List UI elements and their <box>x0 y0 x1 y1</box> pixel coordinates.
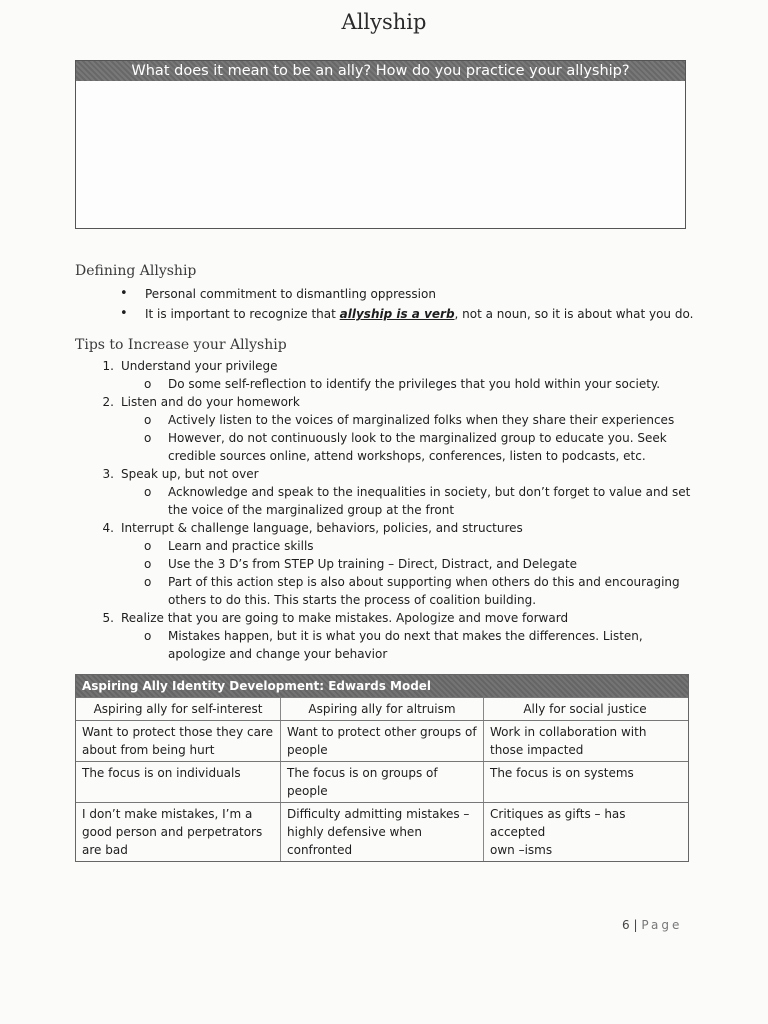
cell-line: those impacted <box>490 743 584 757</box>
tip-subitem-text: Actively listen to the voices of marginalized folks when they share their experiences <box>168 413 675 427</box>
table-row <box>76 761 688 802</box>
tip-subitem-text: credible sources online, attend workshops, conferences, listen to podcasts, etc. <box>168 449 646 463</box>
cell-line: I don’t make mistakes, I’m a <box>82 807 253 821</box>
cell-line: are bad <box>82 843 128 857</box>
sub-bullet-marker: o <box>144 575 152 589</box>
table-header-row <box>76 697 688 720</box>
sub-bullet-marker: o <box>144 377 152 391</box>
tip-subitem-text: Mistakes happen, but it is what you do next that makes the differences. Listen, <box>168 629 643 643</box>
sub-bullet-marker: o <box>144 413 152 427</box>
tip-subitem-text: Acknowledge and speak to the inequalities in society, but don’t forget to value and set <box>168 485 691 499</box>
cell-line: people <box>287 743 328 757</box>
tip-subitem-text: Use the 3 D’s from STEP Up training – Direct, Distract, and Delegate <box>168 557 578 571</box>
table-cell <box>76 721 281 761</box>
reflection-question-heading: What does it mean to be an ally? How do you practice your allyship? <box>76 61 685 81</box>
table-cell <box>281 721 484 761</box>
sub-bullet-marker: o <box>144 539 152 553</box>
table-cell <box>484 721 686 761</box>
cell-line: The focus is on systems <box>490 766 634 780</box>
tip-number: 4. <box>102 521 114 535</box>
cell-line: about from being hurt <box>82 743 215 757</box>
tip-subitem-text: others to do this. This starts the process of coalition building. <box>168 593 537 607</box>
table-cell <box>484 762 686 802</box>
sub-bullet-marker: o <box>144 629 152 643</box>
tip-subitem-text: Part of this action step is also about supporting when others do this and encouraging <box>168 575 680 589</box>
list-item: • Personal commitment to dismantling oppression <box>120 284 693 304</box>
tips-heading: Tips to Increase your Allyship <box>75 337 287 353</box>
emphasis-text: allyship is a verb <box>339 307 455 321</box>
table-cell <box>281 762 484 802</box>
cell-line: own –isms <box>490 843 553 857</box>
table-title: Aspiring Ally Identity Development: Edwards Model <box>76 675 688 697</box>
table-cell <box>484 803 686 861</box>
tip-number: 1. <box>102 359 114 373</box>
page-title: Allyship <box>341 10 427 34</box>
tip-subitem-text: However, do not continuously look to the marginalized group to educate you. Seek <box>168 431 667 445</box>
tip-text: Speak up, but not over <box>121 467 259 481</box>
page-number: 6 | Page <box>622 918 683 932</box>
tip-number: 2. <box>102 395 114 409</box>
tip-text: Understand your privilege <box>121 359 278 373</box>
cell-line: The focus is on individuals <box>82 766 241 780</box>
tip-text: Listen and do your homework <box>121 395 300 409</box>
tip-number: 5. <box>102 611 114 625</box>
sub-bullet-marker: o <box>144 431 152 445</box>
cell-line: Want to protect other groups of <box>287 725 477 739</box>
tip-subitem-text: Learn and practice skills <box>168 539 314 553</box>
tip-number: 3. <box>102 467 114 481</box>
tip-subitem-text: the voice of the marginalized group at the front <box>168 503 455 517</box>
column-header: Aspiring ally for altruism <box>281 698 484 720</box>
cell-line: Critiques as gifts – has accepted <box>490 807 626 839</box>
tip-subitem-text: apologize and change your behavior <box>168 647 388 661</box>
cell-line: highly defensive when <box>287 825 422 839</box>
cell-line: good person and perpetrators <box>82 825 263 839</box>
column-header: Aspiring ally for self-interest <box>76 698 281 720</box>
sub-bullet-marker: o <box>144 485 152 499</box>
cell-line: Work in collaboration with <box>490 725 647 739</box>
table-cell <box>281 803 484 861</box>
cell-line: confronted <box>287 843 353 857</box>
edwards-model-table <box>75 674 689 862</box>
table-row <box>76 720 688 761</box>
list-item: • It is important to recognize that allyship is a verb, not a noun, so it is about what you do. <box>120 304 693 324</box>
cell-line: Difficulty admitting mistakes – <box>287 807 470 821</box>
cell-line: The focus is on groups of people <box>287 766 438 798</box>
table-row <box>76 802 688 861</box>
sub-bullet-marker: o <box>144 557 152 571</box>
defining-allyship-list <box>120 284 693 324</box>
tip-text: Realize that you are going to make mistakes. Apologize and move forward <box>121 611 569 625</box>
table-cell <box>76 762 281 802</box>
defining-allyship-heading: Defining Allyship <box>75 263 197 279</box>
table-cell <box>76 803 281 861</box>
tip-text: Interrupt & challenge language, behaviors, policies, and structures <box>121 521 523 535</box>
column-header: Ally for social justice <box>523 702 647 716</box>
tip-subitem-text: Do some self-reflection to identify the privileges that you hold within your society. <box>168 377 661 391</box>
reflection-question-box[interactable] <box>75 60 686 229</box>
cell-line: Want to protect those they care <box>82 725 273 739</box>
